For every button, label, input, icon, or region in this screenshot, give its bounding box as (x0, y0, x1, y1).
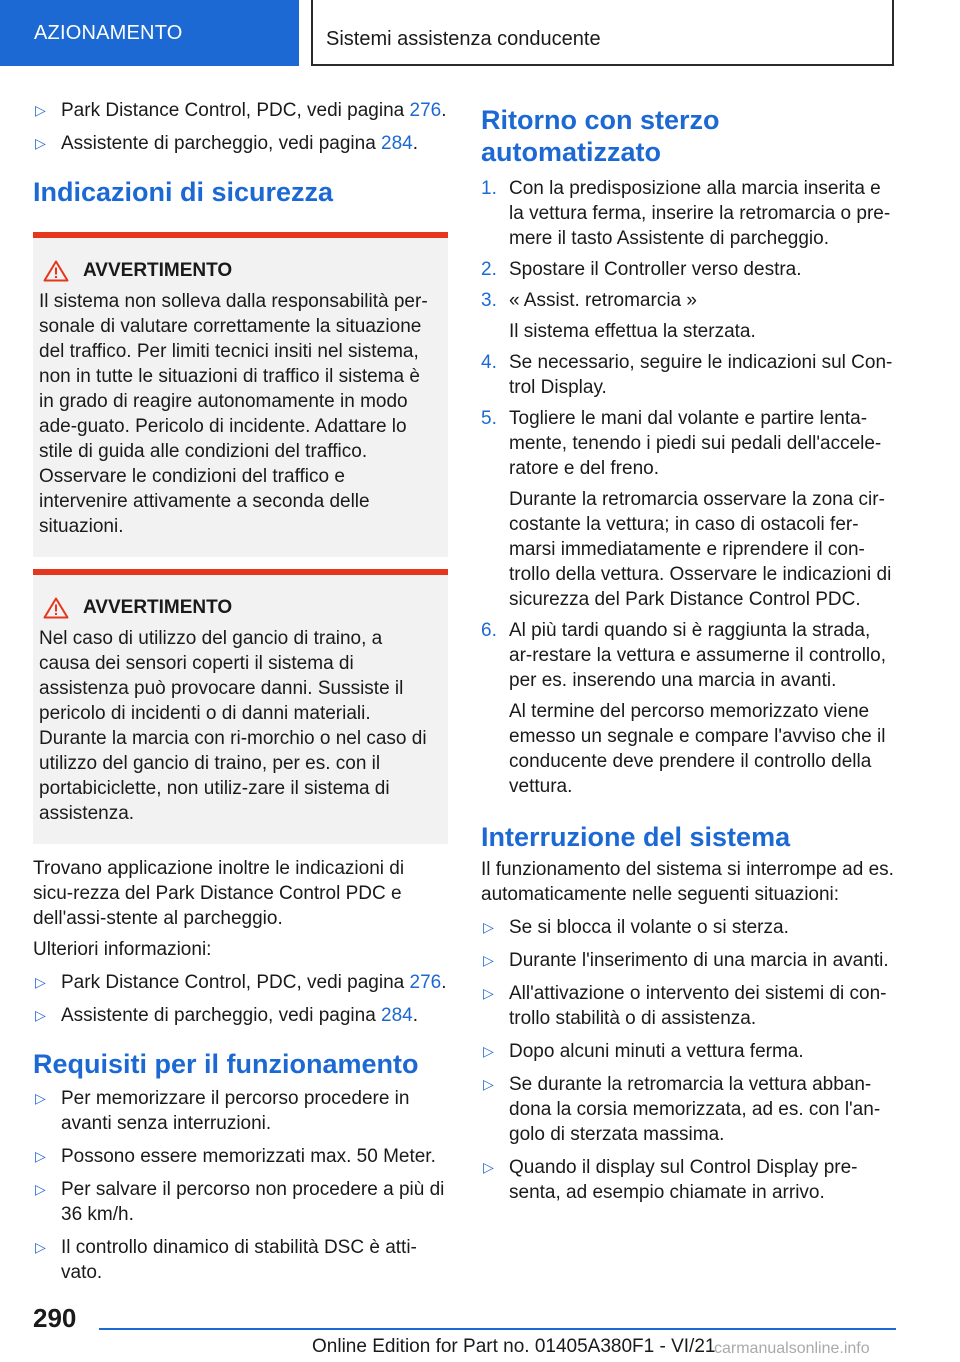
triangle-right-icon: ▷ (35, 102, 46, 118)
step-item: 4. Se necessario, seguire le indicazioni sul Con-trol Display. (481, 352, 893, 398)
paragraph: Ulteriori informazioni: (33, 939, 212, 960)
list-item: ▷ All'attivazione o intervento dei sistemi di con-trollo stabilità o di assistenza. (483, 983, 887, 1029)
section-title: AZIONAMENTO (34, 21, 183, 44)
header-bottom-border (311, 64, 894, 66)
left-column (33, 98, 448, 1293)
list-item: ▷ Possono essere memorizzati max. 50 Meter. (35, 1146, 436, 1167)
step-number: 6. (481, 620, 497, 641)
triangle-right-icon: ▷ (483, 1159, 494, 1175)
step-note: Durante la retromarcia osservare la zona cir-costante la vettura; in caso di ostacoli fer-marsi immediatamente e riprendere il con-trollo della vettura. Osservare le indicazioni di sicurezza del Park Distance Control PDC. (509, 489, 892, 610)
triangle-right-icon: ▷ (35, 974, 46, 990)
step-item: 3. « Assist. retromarcia » Il sistema effettua la sterzata. (481, 288, 896, 344)
step-item: 2. Spostare il Controller verso destra. (481, 259, 802, 280)
step-item: 6. Al più tardi quando si è raggiunta la strada, ar-restare la vettura e assumerne il controllo, per es. inserendo una marcia in avanti. Al termine del percorso memorizzato viene emesso un segnale e compare l'avviso che il conducente deve prendere il controllo della vettura. (481, 618, 896, 799)
section-heading: Indicazioni di sicurezza (33, 177, 334, 207)
step-number: 2. (481, 259, 497, 280)
triangle-right-icon: ▷ (35, 1148, 46, 1164)
triangle-right-icon: ▷ (35, 1239, 46, 1255)
list-item: ▷ Il controllo dinamico di stabilità DSC è atti-vato. (35, 1237, 417, 1283)
list-item: ▷ Per salvare il percorso non procedere a più di 36 km/h. (35, 1179, 445, 1225)
warning-triangle-icon (43, 597, 69, 619)
warning-box (33, 569, 448, 844)
triangle-right-icon: ▷ (35, 1090, 46, 1106)
triangle-right-icon: ▷ (35, 135, 46, 151)
step-note: Al termine del percorso memorizzato viene emesso un segnale e compare l'avviso che il conducente deve prendere il controllo della vettura. (509, 701, 886, 797)
edition-info: Online Edition for Part no. 01405A380F1 - VI/21 (312, 1336, 716, 1357)
triangle-right-icon: ▷ (35, 1007, 46, 1023)
triangle-right-icon: ▷ (483, 952, 494, 968)
warning-triangle-icon (43, 260, 69, 282)
list-item: ▷ Quando il display sul Control Display pre-senta, ad esempio chiamate in arrivo. (483, 1157, 858, 1203)
step-item: 5. Togliere le mani dal volante e partire lenta-mente, tenendo i piedi sui pedali dell'accele-ratore e del freno. Durante la retromarcia osservare la zona cir-costante la vettura; in caso di ostacoli fer-marsi immediatamente e riprendere il con-trollo della vettura. Osservare le indicazioni di sicurezza del Park Distance Control PDC. (481, 406, 896, 612)
list-item: ▷ Park Distance Control, PDC, vedi pagina 276. (35, 972, 447, 993)
header-divider (311, 0, 313, 66)
header-right-border (892, 0, 894, 66)
section-heading: Requisiti per il funzionamento (33, 1049, 419, 1079)
page-link[interactable]: 276 (409, 100, 442, 121)
list-item: ▷ Per memorizzare il percorso procedere in avanti senza interruzioni. (35, 1088, 410, 1134)
paragraph: Il funzionamento del sistema si interrompe ad es. automaticamente nelle seguenti situazioni: (481, 859, 894, 905)
triangle-right-icon: ▷ (35, 1181, 46, 1197)
section-tab (0, 0, 299, 66)
list-item: ▷ Assistente di parcheggio, vedi pagina 284. (35, 133, 419, 154)
step-number: 4. (481, 352, 497, 373)
warning-title: AVVERTIMENTO (83, 260, 233, 281)
step-number: 3. (481, 290, 497, 311)
section-heading: Ritorno con sterzo automatizzato (481, 105, 720, 167)
list-item: ▷ Dopo alcuni minuti a vettura ferma. (483, 1041, 804, 1062)
page-link[interactable]: 284 (381, 1005, 413, 1026)
step-number: 1. (481, 178, 497, 199)
warning-title: AVVERTIMENTO (83, 597, 233, 618)
list-item: ▷ Park Distance Control, PDC, vedi pagina 276. (35, 100, 447, 121)
step-item: 1. Con la predisposizione alla marcia inserita e la vettura ferma, inserire la retromarcia o pre-mere il tasto Assistente di parcheggio. (481, 178, 891, 249)
paragraph: Trovano applicazione inoltre le indicazioni di sicu-rezza del Park Distance Control PDC e dell'assi-stente al parcheggio. (33, 858, 405, 929)
warning-box (33, 232, 448, 557)
warning-text: Nel caso di utilizzo del gancio di traino, a causa dei sensori coperti il sistema di assistenza può provocare danni. Sussiste il pericolo di incidenti o di danni materiali. Durante la marcia con ri-morchio o nel caso di utilizzo del gancio di traino, per es. con il portabiciclette, non utiliz-zare il sistema di assistenza. (39, 628, 427, 824)
list-item: ▷ Durante l'inserimento di una marcia in avanti. (483, 950, 889, 971)
warning-text: Il sistema non solleva dalla responsabilità per-sonale di valutare correttamente la situazione del traffico. Per limiti tecnici insiti nel sistema, non in tutte le situazioni di traffico il sistema è in grado di reagire autonomamente in modo ade-guato. Pericolo di incidente. Adattare lo stile di guida alle condizioni del traffico. Osservare le condizioni del traffico e intervenire attivamente a seconda delle situazioni. (39, 291, 428, 537)
page-link[interactable]: 284 (381, 133, 413, 154)
list-item: ▷ Se si blocca il volante o si sterza. (483, 917, 789, 938)
list-item: ▷ Assistente di parcheggio, vedi pagina 284. (35, 1005, 419, 1026)
watermark: carmanualsonline.info (714, 1340, 870, 1357)
step-note: Il sistema effettua la sterzata. (509, 321, 756, 342)
list-item: ▷ Se durante la retromarcia la vettura abban-dona la corsia memorizzata, ad es. con l'an-golo di sterzata massima. (483, 1074, 881, 1145)
section-heading: Interruzione del sistema (481, 822, 791, 852)
triangle-right-icon: ▷ (483, 1076, 494, 1092)
page-number: 290 (33, 1303, 77, 1333)
triangle-right-icon: ▷ (483, 985, 494, 1001)
chapter-title: Sistemi assistenza conducente (326, 28, 601, 50)
triangle-right-icon: ▷ (483, 919, 494, 935)
step-number: 5. (481, 408, 497, 429)
triangle-right-icon: ▷ (483, 1043, 494, 1059)
footer-divider (99, 1328, 896, 1330)
page-link[interactable]: 276 (409, 972, 442, 993)
right-column (481, 98, 896, 1213)
